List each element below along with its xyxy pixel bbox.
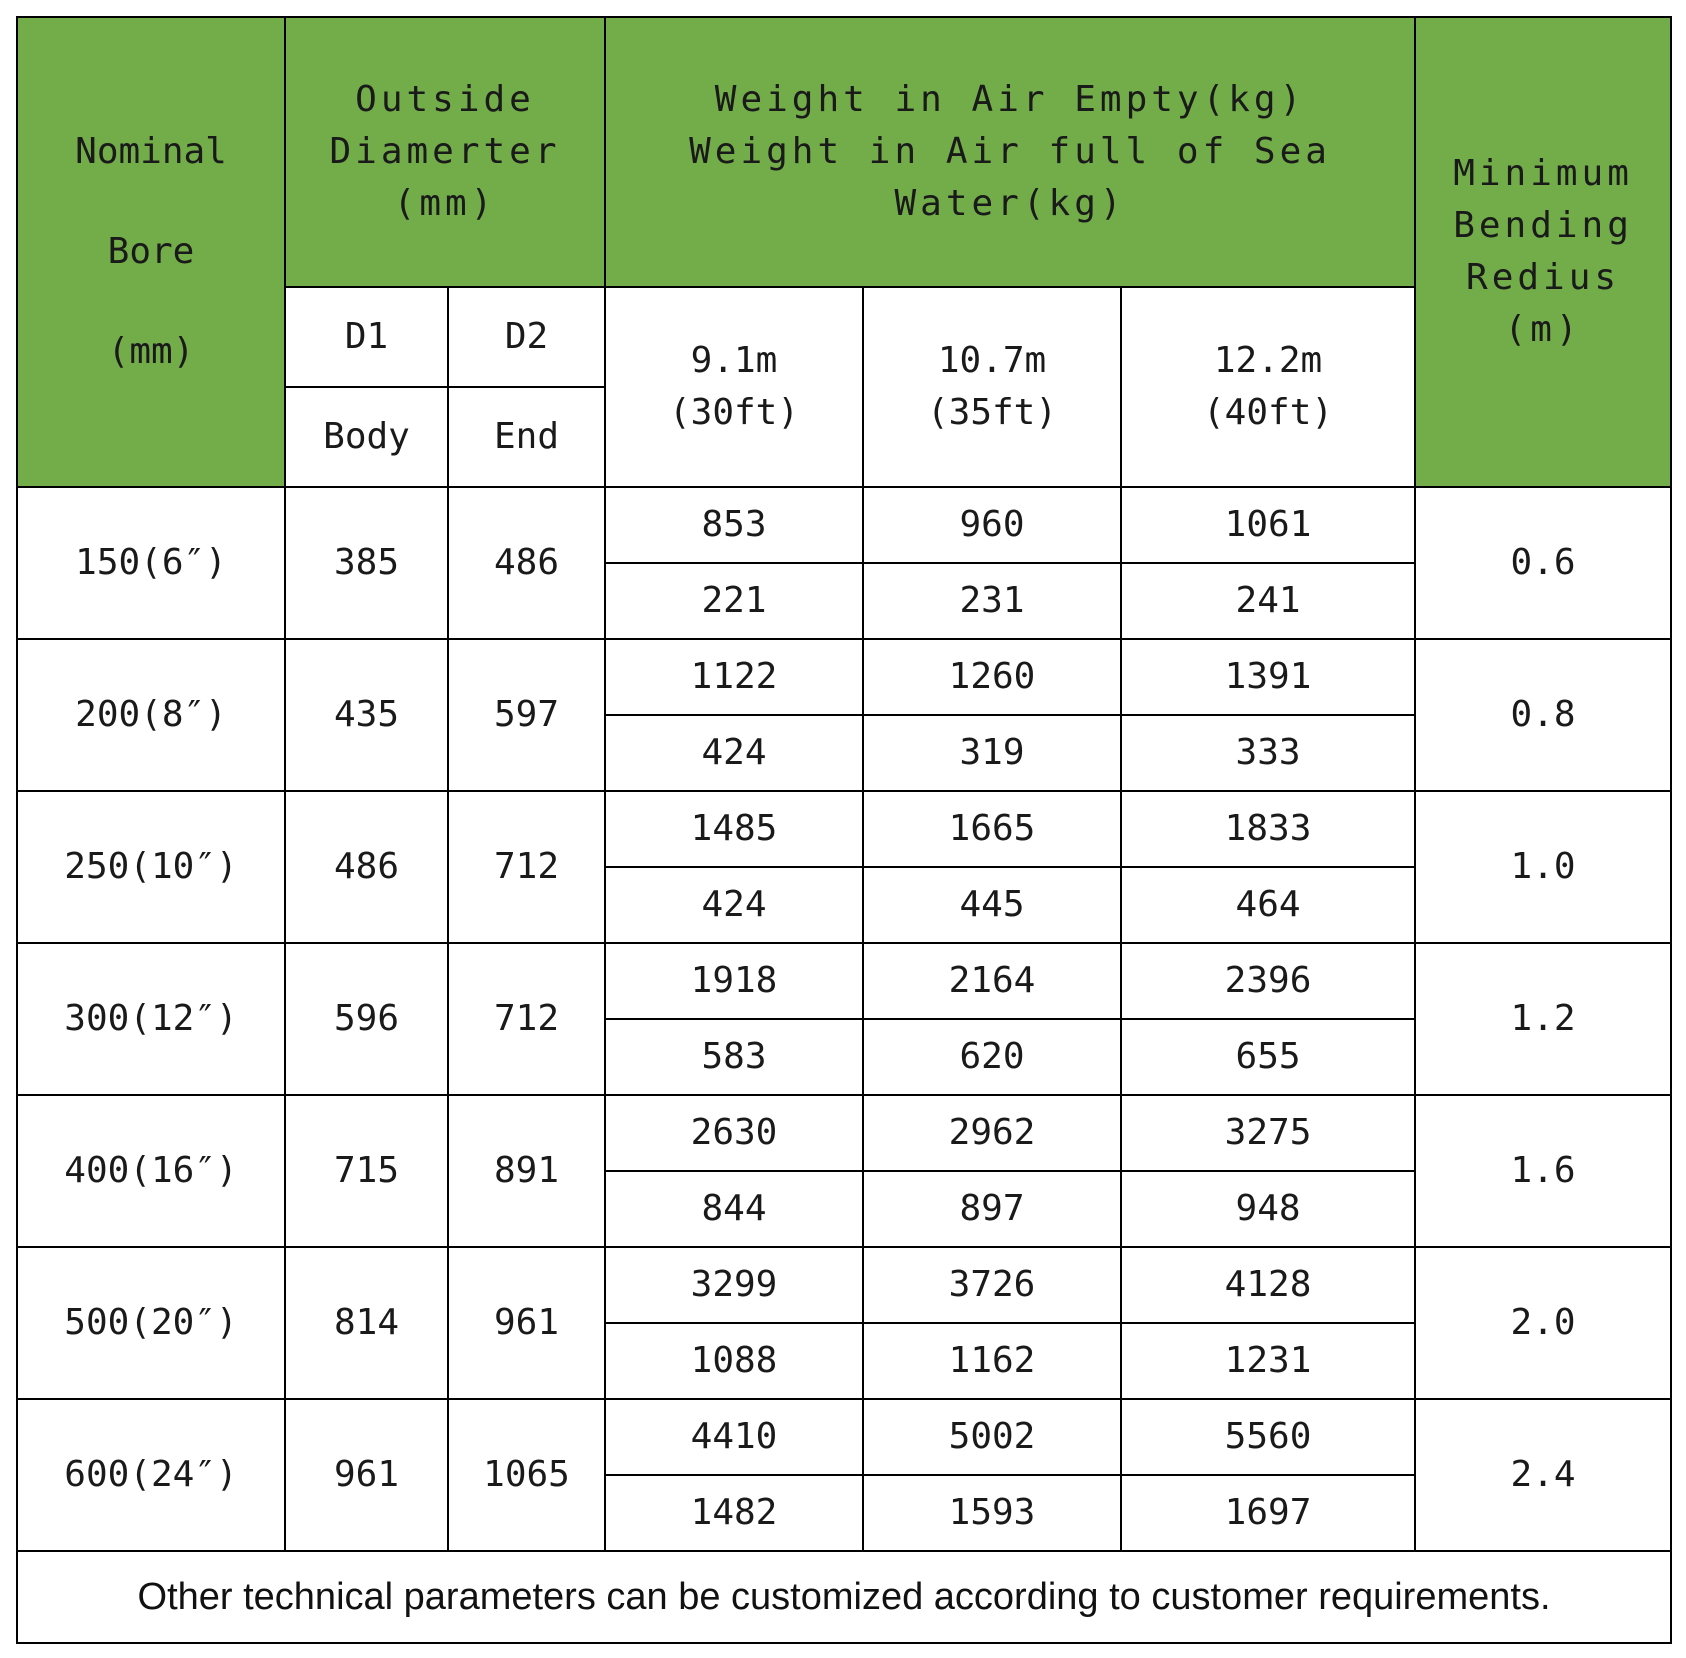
d2-end-cell: 891: [448, 1095, 605, 1247]
weight-empty-cell: 960: [863, 487, 1121, 563]
weight-empty-cell: 2962: [863, 1095, 1121, 1171]
table-row: [17, 791, 1671, 867]
weight-empty-cell: 1391: [1121, 639, 1415, 715]
d1-body-cell: 596: [285, 943, 448, 1095]
table-row: [17, 1095, 1671, 1171]
length-header-9-1m: 9.1m (30ft): [605, 287, 863, 487]
bending-radius-cell: 1.0: [1415, 791, 1671, 943]
bending-radius-cell: 1.2: [1415, 943, 1671, 1095]
weight-full-cell: 897: [863, 1171, 1121, 1247]
weight-full-cell: 1593: [863, 1475, 1121, 1551]
weight-full-cell: 1088: [605, 1323, 863, 1399]
weight-full-cell: 221: [605, 563, 863, 639]
d2-end-cell: 486: [448, 487, 605, 639]
d2-header: D2: [448, 287, 605, 387]
weight-empty-cell: 1918: [605, 943, 863, 1019]
d1-body-cell: 486: [285, 791, 448, 943]
d2-end-cell: 597: [448, 639, 605, 791]
weight-empty-cell: 1485: [605, 791, 863, 867]
weight-full-cell: 844: [605, 1171, 863, 1247]
length-header-10-7m: 10.7m (35ft): [863, 287, 1121, 487]
d2-end-cell: 961: [448, 1247, 605, 1399]
end-header: End: [448, 387, 605, 487]
weight-full-cell: 464: [1121, 867, 1415, 943]
weight-empty-cell: 853: [605, 487, 863, 563]
weight-empty-cell: 4128: [1121, 1247, 1415, 1323]
table-row: [17, 639, 1671, 715]
d1-body-cell: 715: [285, 1095, 448, 1247]
weight-full-cell: 1697: [1121, 1475, 1415, 1551]
weight-empty-cell: 3299: [605, 1247, 863, 1323]
weight-full-cell: 948: [1121, 1171, 1415, 1247]
footer-row: [17, 1551, 1671, 1643]
weight-empty-cell: 5560: [1121, 1399, 1415, 1475]
bending-radius-cell: 1.6: [1415, 1095, 1671, 1247]
weight-full-cell: 620: [863, 1019, 1121, 1095]
weight-full-cell: 424: [605, 867, 863, 943]
weight-empty-cell: 1061: [1121, 487, 1415, 563]
weight-full-cell: 319: [863, 715, 1121, 791]
weight-empty-cell: 3275: [1121, 1095, 1415, 1171]
min-bending-radius-header: Minimum Bending Redius (m): [1415, 17, 1671, 487]
weight-full-cell: 424: [605, 715, 863, 791]
weight-full-cell: 1482: [605, 1475, 863, 1551]
bore-cell: 600(24″): [17, 1399, 285, 1551]
bore-cell: 400(16″): [17, 1095, 285, 1247]
table-row: [17, 1399, 1671, 1475]
weight-empty-cell: 1260: [863, 639, 1121, 715]
spec-table: [16, 16, 1672, 1644]
bore-cell: 200(8″): [17, 639, 285, 791]
d1-body-cell: 385: [285, 487, 448, 639]
outside-diameter-header: Outside Diamerter (mm): [285, 17, 605, 287]
d2-end-cell: 712: [448, 943, 605, 1095]
weight-full-cell: 445: [863, 867, 1121, 943]
body-header: Body: [285, 387, 448, 487]
weight-empty-cell: 4410: [605, 1399, 863, 1475]
table-row: [17, 943, 1671, 1019]
bending-radius-cell: 2.4: [1415, 1399, 1671, 1551]
d2-end-cell: 1065: [448, 1399, 605, 1551]
weight-empty-cell: 1833: [1121, 791, 1415, 867]
bending-radius-cell: 0.8: [1415, 639, 1671, 791]
weight-full-cell: 333: [1121, 715, 1415, 791]
weight-full-cell: 241: [1121, 563, 1415, 639]
weight-full-cell: 231: [863, 563, 1121, 639]
header-row-top: [17, 17, 1671, 287]
weight-header: Weight in Air Empty(kg) Weight in Air full of Sea Water(kg): [605, 17, 1415, 287]
bore-cell: 250(10″): [17, 791, 285, 943]
d1-header: D1: [285, 287, 448, 387]
weight-empty-cell: 1665: [863, 791, 1121, 867]
d1-body-cell: 961: [285, 1399, 448, 1551]
weight-full-cell: 583: [605, 1019, 863, 1095]
bore-cell: 300(12″): [17, 943, 285, 1095]
d2-end-cell: 712: [448, 791, 605, 943]
bending-radius-cell: 0.6: [1415, 487, 1671, 639]
bore-cell: 150(6″): [17, 487, 285, 639]
table-row: [17, 1247, 1671, 1323]
d1-body-cell: 435: [285, 639, 448, 791]
weight-empty-cell: 5002: [863, 1399, 1121, 1475]
bore-cell: 500(20″): [17, 1247, 285, 1399]
weight-empty-cell: 3726: [863, 1247, 1121, 1323]
nominal-bore-header: Nominal Bore (mm): [17, 17, 285, 487]
weight-full-cell: 655: [1121, 1019, 1415, 1095]
bending-radius-cell: 2.0: [1415, 1247, 1671, 1399]
weight-empty-cell: 1122: [605, 639, 863, 715]
weight-empty-cell: 2630: [605, 1095, 863, 1171]
weight-full-cell: 1162: [863, 1323, 1121, 1399]
length-header-12-2m: 12.2m (40ft): [1121, 287, 1415, 487]
weight-empty-cell: 2396: [1121, 943, 1415, 1019]
table-row: [17, 487, 1671, 563]
weight-empty-cell: 2164: [863, 943, 1121, 1019]
footer-note: Other technical parameters can be customized according to customer requirements.: [17, 1551, 1671, 1643]
weight-full-cell: 1231: [1121, 1323, 1415, 1399]
d1-body-cell: 814: [285, 1247, 448, 1399]
